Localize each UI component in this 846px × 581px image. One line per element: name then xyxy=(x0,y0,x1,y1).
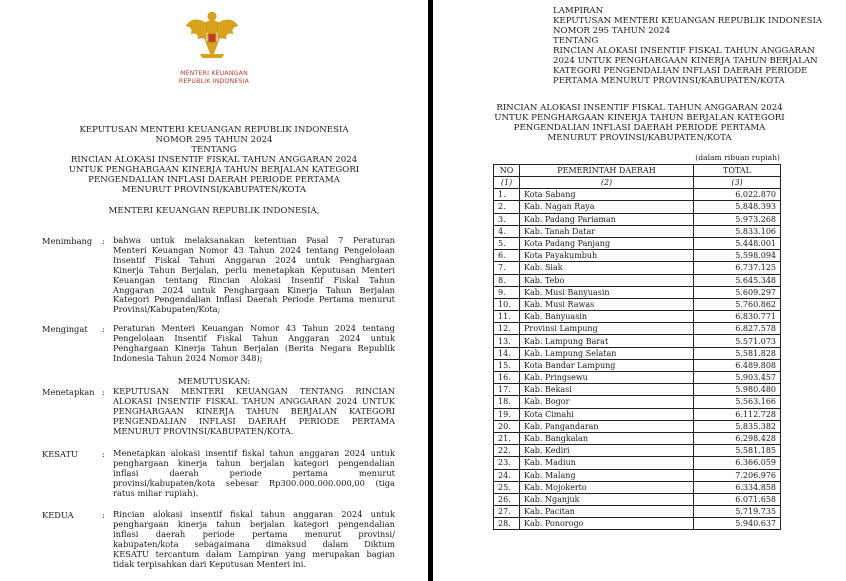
row-number-cell: 23. xyxy=(494,457,520,469)
menimbang-text xyxy=(113,236,395,315)
kedua-label: KEDUA xyxy=(42,510,74,520)
total-cell: 6.112.728 xyxy=(694,408,781,420)
table-row xyxy=(494,506,781,518)
region-cell: Kab. Tebo xyxy=(520,274,694,286)
decree-tentang: TENTANG xyxy=(191,145,237,155)
header-total: TOTAL xyxy=(694,165,781,177)
text-line: Anggaran 2024 untuk Penghargaan Kinerja Tahun Berjalan xyxy=(113,284,395,295)
region-cell: Provinsi Lampung xyxy=(520,323,694,335)
region-cell: Kab. Pacitan xyxy=(520,506,694,518)
table-header-row xyxy=(494,165,781,177)
region-cell: Kab. Madiun xyxy=(520,457,694,469)
row-number-cell: 28. xyxy=(494,518,520,530)
table-row xyxy=(494,213,781,225)
total-cell: 6.022.870 xyxy=(694,189,781,201)
total-cell: 6.071.658 xyxy=(694,493,781,505)
total-cell: 7.206.976 xyxy=(694,469,781,481)
lampiran-line: RINCIAN ALOKASI INSENTIF FISKAL TAHUN ANGGARAN xyxy=(553,46,815,56)
region-cell: Kab. Lampung Barat xyxy=(520,335,694,347)
kesatu-text xyxy=(113,449,395,499)
header-region: PEMERINTAH DAERAH xyxy=(520,165,694,177)
total-cell: 5.581.185 xyxy=(694,445,781,457)
right-document-page xyxy=(433,0,846,581)
total-cell: 6.366.059 xyxy=(694,457,781,469)
table-row xyxy=(494,237,781,249)
region-cell: Kab. Musi Banyuasin xyxy=(520,286,694,298)
colon: : xyxy=(102,449,105,459)
lampiran-line: KEPUTUSAN MENTERI KEUANGAN REPUBLIK INDONESIA xyxy=(553,16,823,26)
decree-subject-line: PENGENDALIAN INFLASI DAERAH PERIODE PERTAMA xyxy=(88,175,340,185)
unit-note: (dalam ribuan rupiah) xyxy=(695,153,780,162)
total-cell: 5.833.106 xyxy=(694,225,781,237)
table-row xyxy=(494,384,781,396)
table-row xyxy=(494,250,781,262)
row-number-cell: 13. xyxy=(494,335,520,347)
table-title-line: PENGENDALIAN INFLASI DAERAH PERIODE PERTAMA xyxy=(513,123,766,133)
region-cell: Kab. Nganjuk xyxy=(520,493,694,505)
lampiran-line: 2024 UNTUK PENGHARGAAN KINERJA TAHUN BERJALAN xyxy=(553,56,818,66)
row-number-cell: 22. xyxy=(494,445,520,457)
row-number-cell: 17. xyxy=(494,384,520,396)
text-line: MENURUT PROVINSI/KABUPATEN/KOTA. xyxy=(113,425,294,436)
text-line: KESATU tercantum dalam Lampiran yang merupakan bagian xyxy=(113,548,395,559)
row-number-cell: 25. xyxy=(494,481,520,493)
allocation-table xyxy=(493,164,781,530)
text-line: inflasi daerah periode pertama menurut xyxy=(113,467,395,478)
total-cell: 5.719.735 xyxy=(694,506,781,518)
menimbang-label: Menimbang xyxy=(42,236,93,246)
total-cell: 6.830.771 xyxy=(694,311,781,323)
decree-subject-line: UNTUK PENGHARGAAN KINERJA TAHUN BERJALAN KATEGORI xyxy=(68,165,360,175)
region-cell: Kab. Ponorogo xyxy=(520,518,694,530)
total-cell: 5.760.862 xyxy=(694,298,781,310)
total-cell: 5.609.297 xyxy=(694,286,781,298)
text-line: Penghargaan Kinerja Tahun Berjalan (Berita Negara Republik xyxy=(113,342,395,353)
row-number-cell: 18. xyxy=(494,396,520,408)
region-cell: Kab. Mojokerto xyxy=(520,481,694,493)
row-number-cell: 2. xyxy=(494,201,520,213)
row-number-cell: 10. xyxy=(494,298,520,310)
text-line: Menetapkan alokasi insentif fiskal tahun anggaran 2024 untuk xyxy=(113,448,395,458)
region-cell: Kota Cimahi xyxy=(520,408,694,420)
table-row xyxy=(494,335,781,347)
emblem-caption-line: MENTERI KEUANGAN xyxy=(180,70,248,77)
total-cell: 5.598.094 xyxy=(694,250,781,262)
total-cell: 6.737.125 xyxy=(694,262,781,274)
table-row xyxy=(494,225,781,237)
text-line: tidak terpisahkan dari Keputusan Menteri ini. xyxy=(113,558,307,569)
region-cell: Kab. Bogor xyxy=(520,396,694,408)
total-cell: 6.489.808 xyxy=(694,359,781,371)
row-number-cell: 14. xyxy=(494,347,520,359)
emblem-caption-line: REPUBLIK INDONESIA xyxy=(178,78,250,85)
table-row xyxy=(494,372,781,384)
row-number-cell: 15. xyxy=(494,359,520,371)
row-number-cell: 6. xyxy=(494,250,520,262)
region-cell: Kab. Musi Rawas xyxy=(520,298,694,310)
region-cell: Kab. Pringsewu xyxy=(520,372,694,384)
table-row xyxy=(494,481,781,493)
row-number-cell: 3. xyxy=(494,213,520,225)
minister-line: MENTERI KEUANGAN REPUBLIK INDONESIA, xyxy=(108,206,320,216)
index-cell: (2) xyxy=(520,177,694,189)
garuda-emblem-icon xyxy=(183,6,241,64)
total-cell: 6.298.428 xyxy=(694,432,781,444)
total-cell: 5.903.457 xyxy=(694,372,781,384)
decree-subject-line: MENURUT PROVINSI/KABUPATEN/KOTA xyxy=(121,185,307,195)
row-number-cell: 24. xyxy=(494,469,520,481)
table-title-line: RINCIAN ALOKASI INSENTIF FISKAL TAHUN ANGGARAN 2024 xyxy=(496,103,783,113)
row-number-cell: 4. xyxy=(494,225,520,237)
total-cell: 5.973.268 xyxy=(694,213,781,225)
region-cell: Kab. Banyuasin xyxy=(520,311,694,323)
colon: : xyxy=(102,236,105,246)
row-number-cell: 26. xyxy=(494,493,520,505)
row-number-cell: 1. xyxy=(494,189,520,201)
text-line: Menteri Keuangan Nomor 43 Tahun 2024 tentang Pengelolaan xyxy=(113,244,395,255)
text-line: penghargaan kinerja tahun berjalan kategori pengendalian xyxy=(113,457,395,468)
row-number-cell: 19. xyxy=(494,408,520,420)
text-line: kabupaten/kota sebagaimana dimaksud dalam Diktum xyxy=(113,538,395,549)
text-line: provinsi/kabupaten/kota sebesar Rp300.000.000.000,00 (tiga xyxy=(113,477,395,488)
table-body xyxy=(494,189,781,530)
row-number-cell: 8. xyxy=(494,274,520,286)
text-line: penghargaan kinerja tahun berjalan kategori pengendalian xyxy=(113,518,395,529)
table-row xyxy=(494,298,781,310)
total-cell: 5.563.166 xyxy=(694,396,781,408)
text-line: bahwa untuk melaksanakan ketentuan Pasal 7 Peraturan xyxy=(113,235,395,245)
region-cell: Kab. Nagan Raya xyxy=(520,201,694,213)
row-number-cell: 16. xyxy=(494,372,520,384)
row-number-cell: 11. xyxy=(494,311,520,323)
table-row xyxy=(494,408,781,420)
kesatu-label: KESATU xyxy=(42,449,79,459)
lampiran-label: LAMPIRAN xyxy=(553,6,604,16)
table-row xyxy=(494,359,781,371)
region-cell: Kab. Pangandaran xyxy=(520,420,694,432)
text-line: Provinsi/Kabupaten/Kota; xyxy=(113,304,221,315)
text-line: PENGHARGAAN KINERJA TAHUN BERJALAN KATEGORI xyxy=(113,405,395,416)
region-cell: Kota Bandar Lampung xyxy=(520,359,694,371)
text-line: Kategori Pengendalian Inflasi Daerah Periode Pertama menurut xyxy=(113,294,395,305)
region-cell: Kota Padang Panjang xyxy=(520,237,694,249)
total-cell: 5.581.828 xyxy=(694,347,781,359)
index-cell: (1) xyxy=(494,177,520,189)
table-title-line: MENURUT PROVINSI/KABUPATEN/KOTA xyxy=(547,133,732,143)
region-cell: Kab. Bekasi xyxy=(520,384,694,396)
total-cell: 5.940.637 xyxy=(694,518,781,530)
colon: : xyxy=(102,387,105,397)
table-row xyxy=(494,189,781,201)
decree-subject-line: RINCIAN ALOKASI INSENTIF FISKAL TAHUN ANGGARAN 2024 xyxy=(70,155,358,165)
region-cell: Kab. Bangkalan xyxy=(520,432,694,444)
mengingat-text xyxy=(113,324,395,364)
table-row xyxy=(494,286,781,298)
index-cell: (3) xyxy=(694,177,781,189)
total-cell: 6.827.578 xyxy=(694,323,781,335)
table-title-line: UNTUK PENGHARGAAN KINERJA TAHUN BERJALAN KATEGORI xyxy=(494,113,785,123)
total-cell: 5.571.073 xyxy=(694,335,781,347)
table-row xyxy=(494,347,781,359)
row-number-cell: 9. xyxy=(494,286,520,298)
row-number-cell: 27. xyxy=(494,506,520,518)
text-line: Insentif Fiskal Tahun Anggaran 2024 untuk Penghargaan xyxy=(113,254,395,265)
decree-number: NOMOR 295 TAHUN 2024 xyxy=(155,135,273,145)
table-row xyxy=(494,262,781,274)
text-line: ratus miliar rupiah). xyxy=(113,487,199,498)
text-line: inflasi daerah periode pertama menurut provinsi/ xyxy=(113,528,395,539)
mengingat-label: Mengingat xyxy=(42,324,88,334)
text-line: Keuangan tentang Rincian Alokasi Insentif Fiskal Tahun xyxy=(113,274,395,285)
header-no: NO xyxy=(494,165,520,177)
text-line: ALOKASI INSENTIF FISKAL TAHUN ANGGARAN 2024 UNTUK xyxy=(113,395,395,406)
region-cell: Kab. Kediri xyxy=(520,445,694,457)
lampiran-line: NOMOR 295 TAHUN 2024 xyxy=(553,26,671,36)
table-row xyxy=(494,323,781,335)
region-cell: Kab. Siak xyxy=(520,262,694,274)
table-row xyxy=(494,432,781,444)
table-row xyxy=(494,445,781,457)
region-cell: Kab. Lampung Selatan xyxy=(520,347,694,359)
total-cell: 5.448.001 xyxy=(694,237,781,249)
table-row xyxy=(494,396,781,408)
region-cell: Kab. Tanah Datar xyxy=(520,225,694,237)
memutuskan-heading: MEMUTUSKAN: xyxy=(177,377,251,387)
table-row xyxy=(494,311,781,323)
region-cell: Kab. Malang xyxy=(520,469,694,481)
total-cell: 5.835.382 xyxy=(694,420,781,432)
lampiran-line: PERTAMA MENURUT PROVINSI/KABUPATEN/KOTA xyxy=(553,76,785,86)
kedua-text xyxy=(113,510,395,569)
row-number-cell: 7. xyxy=(494,262,520,274)
table-row xyxy=(494,201,781,213)
region-cell: Kab. Padang Pariaman xyxy=(520,213,694,225)
row-number-cell: 5. xyxy=(494,237,520,249)
total-cell: 5.848.393 xyxy=(694,201,781,213)
table-index-row xyxy=(494,177,781,189)
row-number-cell: 21. xyxy=(494,432,520,444)
text-line: Rincian alokasi insentif fiskal tahun anggaran 2024 untuk xyxy=(113,509,395,519)
total-cell: 5.980.480 xyxy=(694,384,781,396)
lampiran-line: KATEGORI PENGENDALIAN INFLASI DAERAH PERIODE xyxy=(553,66,808,76)
text-line: KEPUTUSAN MENTERI KEUANGAN TENTANG RINCIAN xyxy=(113,386,395,396)
total-cell: 6.334.858 xyxy=(694,481,781,493)
menetapkan-text xyxy=(113,387,395,437)
decree-title: KEPUTUSAN MENTERI KEUANGAN REPUBLIK INDONESIA xyxy=(79,125,349,135)
colon: : xyxy=(102,324,105,334)
text-line: Peraturan Menteri Keuangan Nomor 43 Tahun 2024 tentang xyxy=(113,323,395,333)
total-cell: 5.645.348 xyxy=(694,274,781,286)
row-number-cell: 20. xyxy=(494,420,520,432)
table-row xyxy=(494,420,781,432)
region-cell: Kota Sabang xyxy=(520,189,694,201)
menetapkan-label: Menetapkan xyxy=(42,387,95,397)
table-row xyxy=(494,274,781,286)
table-row xyxy=(494,518,781,530)
table-row xyxy=(494,457,781,469)
text-line: Kinerja Tahun Berjalan, perlu menetapkan Keputusan Menteri xyxy=(113,264,395,275)
lampiran-line: TENTANG xyxy=(553,36,599,46)
colon: : xyxy=(102,510,105,520)
text-line: PENGENDALIAN INFLASI DAERAH PERIODE PERTAMA xyxy=(113,415,395,426)
text-line: Pengelolaan Insentif Fiskal Tahun Anggaran 2024 untuk xyxy=(113,332,395,343)
region-cell: Kota Payakumbuh xyxy=(520,250,694,262)
table-row xyxy=(494,469,781,481)
row-number-cell: 12. xyxy=(494,323,520,335)
text-line: Indonesia Tahun 2024 Nomor 348); xyxy=(113,352,263,363)
table-row xyxy=(494,493,781,505)
